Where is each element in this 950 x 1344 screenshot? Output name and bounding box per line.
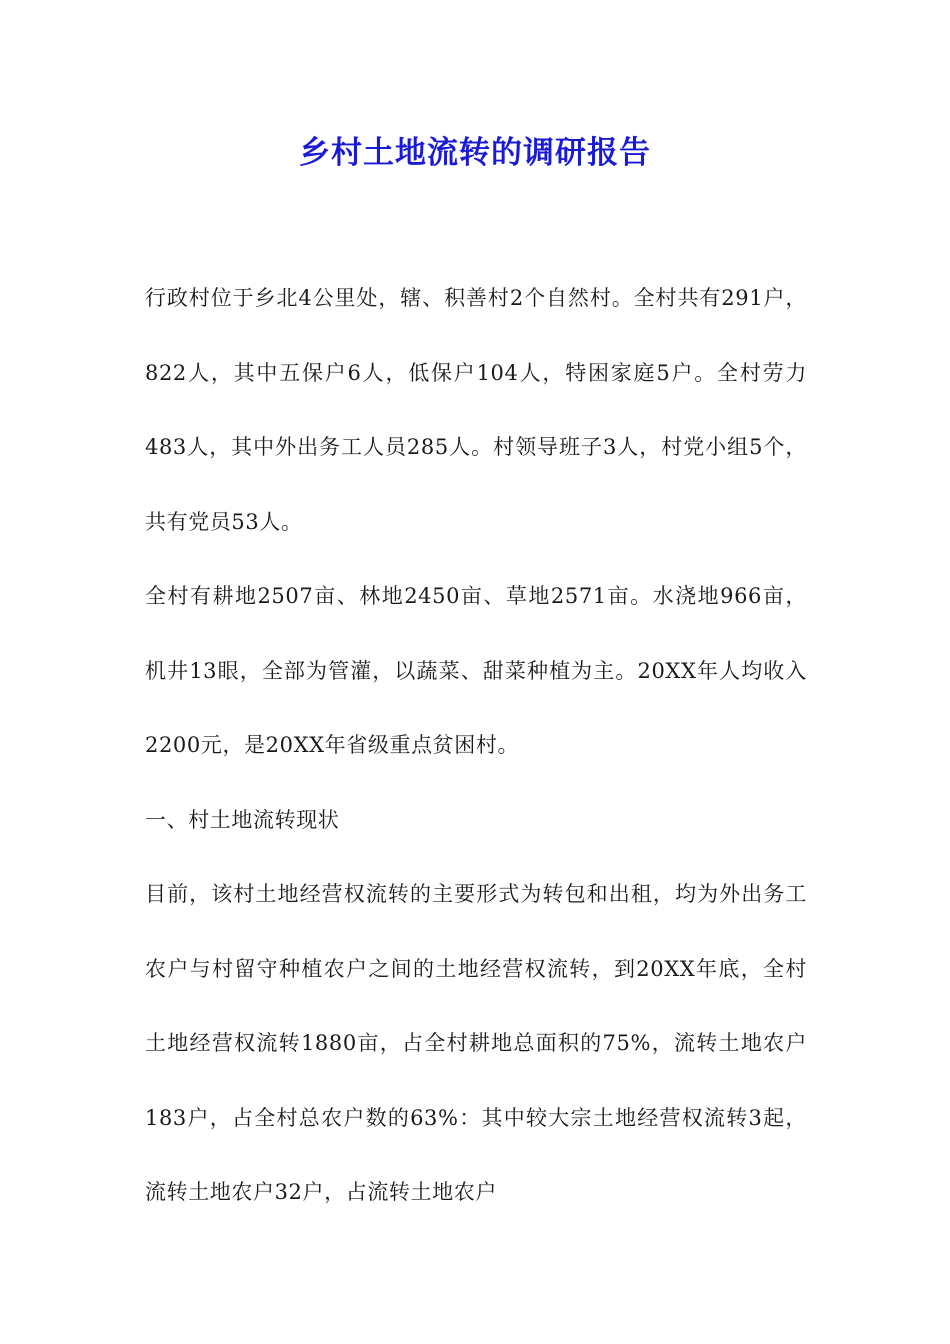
section-heading-land-transfer-status: 一、村土地流转现状	[145, 807, 340, 832]
document-title: 乡村土地流转的调研报告	[299, 135, 651, 171]
paragraph-land-transfer-details: 目前，该村土地经营权流转的主要形式为转包和出租，均为外出务工农户与村留守种植农户之间的土地经营权流转，到20XX年底，全村土地经营权流转1880亩，占全村耕地总面积的75%，流转土地农户183户，占全村总农户数的63%：其中较大宗土地经营权流转3起，流转土地农户32户，占流转土地农户	[145, 882, 807, 1204]
document-body	[145, 261, 807, 1230]
paragraph-land-resources: 全村有耕地2507亩、林地2450亩、草地2571亩。水浇地966亩，机井13眼，全部为管灌，以蔬菜、甜菜种植为主。20XX年人均收入2200元，是20XX年省级重点贫困村。	[145, 584, 807, 757]
paragraph-village-overview: 行政村位于乡北4公里处，辖、积善村2个自然村。全村共有291户，822人，其中五保户6人，低保户104人，特困家庭5户。全村劳力483人，其中外出务工人员285人。村领导班子3人，村党小组5个，共有党员53人。	[145, 286, 807, 534]
